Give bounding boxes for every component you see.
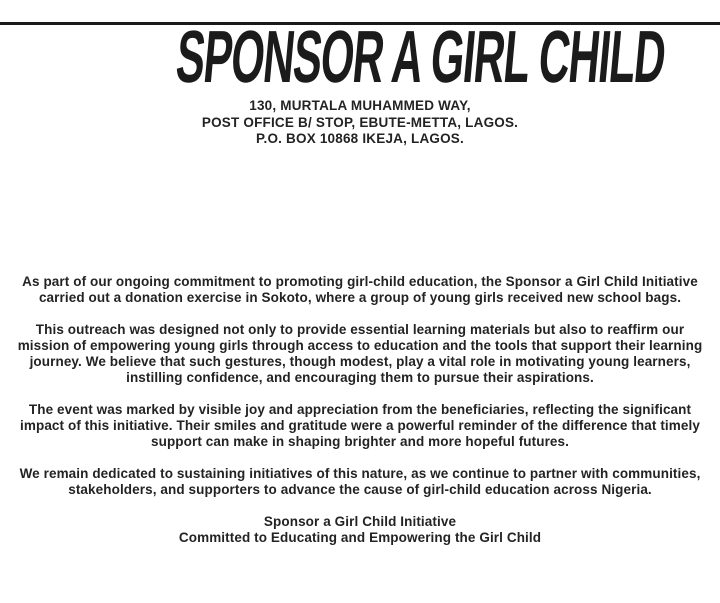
body-paragraph-3: The event was marked by visible joy and appreciation from the beneficiaries, reflecting the significant impact of this initiative. Their smiles and gratitude were a powerful reminder of the difference that timely support can make in shaping brighter and more hopeful futures. — [20, 401, 700, 449]
body-paragraph-2: This outreach was designed not only to provide essential learning materials but also to reaffirm our mission of empowering young girls through access to education and the tools that support their learning journey. We believe that such gestures, though modest, play a vital role in motivating young learners, instilling confidence, and encouraging them to pursue their aspirations. — [17, 321, 703, 385]
address-line-2: POST OFFICE B/ STOP, EBUTE-METTA, LAGOS. — [201, 114, 519, 130]
body-paragraph-4: We remain dedicated to sustaining initiatives of this nature, as we continue to partner with communities, stakeholders, and supporters to advance the cause of girl-child education across Nigeria. — [19, 465, 701, 497]
title-container — [0, 15, 720, 98]
address-line-1: 130, MURTALA MUHAMMED WAY, — [249, 98, 471, 113]
closing-line-1: Sponsor a Girl Child Initiative — [263, 513, 457, 529]
address-line-3: P.O. BOX 10868 IKEJA, LAGOS. — [256, 131, 464, 146]
closing-block — [16, 514, 704, 546]
closing-line-2: Committed to Educating and Empowering the Girl Child — [178, 529, 542, 545]
body-text-section — [0, 274, 720, 546]
body-paragraph-1: As part of our ongoing commitment to promoting girl-child education, the Sponsor a Girl Child Initiative carried out a donation exercise in Sokoto, where a group of young girls received new school bags. — [22, 273, 698, 305]
address-block — [0, 98, 720, 148]
page-title: SPONSOR A GIRL CHILD — [172, 15, 669, 98]
